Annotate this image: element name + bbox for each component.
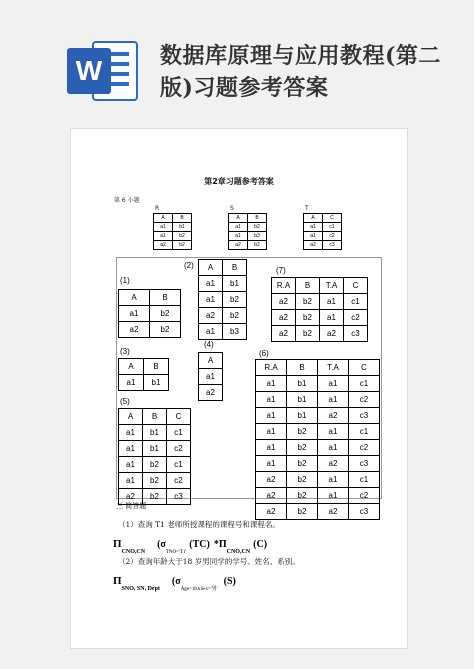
table-cell: a1 [304,223,323,232]
table-cell: c2 [167,441,191,457]
header-cell: B [150,290,181,306]
header-cell: A [304,214,323,223]
table-cell: b3 [248,232,267,241]
table-cell: a1 [199,369,223,385]
table-cell: a2 [119,489,143,505]
f2-pi: Π [113,575,122,587]
table-cell: a1 [154,223,173,232]
table-cell: b2 [143,457,167,473]
header-cell: A [154,214,173,223]
table-row [119,473,191,489]
result-6-table [255,359,380,520]
table-row [304,223,342,232]
table-cell: a2 [229,241,248,250]
table-cell: a1 [256,392,287,408]
table-row [199,324,247,340]
table-header-row [199,353,223,369]
table-cell: a1 [318,440,349,456]
table-row [119,375,169,391]
table-cell: b2 [287,488,318,504]
result-7-table [271,277,368,342]
result-6-label: (6) [259,349,269,358]
result-1-label: (1) [120,276,130,285]
table-cell: a2 [272,310,296,326]
table-header-row [119,409,191,425]
table-cell: b1 [173,223,192,232]
table-row [256,408,380,424]
table-cell: c2 [349,392,380,408]
result-4-label: (4) [204,340,214,349]
chapter-title: 第2章习题参考答案 [204,177,274,186]
table-header-row [229,214,267,223]
table-cell: a1 [304,232,323,241]
result-2-table [198,259,247,340]
table-cell: a2 [318,504,349,520]
table-cell: c3 [349,456,380,472]
table-header-row [256,360,380,376]
table-cell: a1 [318,472,349,488]
table-cell: c2 [349,440,380,456]
header-cell: A [119,359,144,375]
header-cell: C [323,214,342,223]
table-cell: b1 [144,375,169,391]
table-cell: b2 [150,322,181,338]
f1-cond: TNO='T1' [165,550,187,555]
f1-proj2: CNO,CN [226,549,251,555]
table-cell: b2 [173,232,192,241]
table-cell: b2 [287,456,318,472]
f2-cond: Age>18∧Sex='男' [180,587,218,592]
relation-s-name: S [230,205,234,212]
table-cell: b2 [150,306,181,322]
table-cell: c1 [344,294,368,310]
table-cell: c1 [323,223,342,232]
table-cell: a1 [256,456,287,472]
table-cell: c2 [167,473,191,489]
table-cell: a2 [119,322,150,338]
table-row [199,292,247,308]
table-row [256,472,380,488]
table-row [154,232,192,241]
table-cell: a2 [256,472,287,488]
table-row [272,294,368,310]
result-7-label: (7) [276,266,286,275]
table-cell: c3 [349,504,380,520]
table-row [199,369,223,385]
relation-r-table [153,213,192,250]
table-header-row [272,278,368,294]
document-page [70,128,408,649]
table-cell: b2 [296,326,320,342]
table-row [229,241,267,250]
table-cell: b2 [143,473,167,489]
table-cell: b2 [248,241,267,250]
header-cell: R.A [272,278,296,294]
table-cell: a2 [272,326,296,342]
table-row [304,232,342,241]
header-cell: B [296,278,320,294]
header-cell: A [199,353,223,369]
table-cell: a2 [272,294,296,310]
table-cell: a1 [256,440,287,456]
header-cell: T.A [320,278,344,294]
table-row [119,425,191,441]
table-cell: b2 [287,424,318,440]
table-cell: b1 [287,376,318,392]
header-cell: B [287,360,318,376]
table-header-row [304,214,342,223]
result-2-label: (2) [184,261,194,270]
table-cell: c3 [344,326,368,342]
header-cell: A [119,290,150,306]
table-row [272,326,368,342]
table-header-row [119,359,169,375]
header-cell: B [143,409,167,425]
table-cell: c3 [349,408,380,424]
table-row [272,310,368,326]
table-cell: a1 [320,310,344,326]
result-5-label: (5) [120,397,130,406]
table-cell: b2 [248,223,267,232]
table-cell: b2 [296,310,320,326]
table-cell: b2 [143,489,167,505]
question-1: （1）查询 T1 老师所授课程的课程号和课程名。 [118,520,280,529]
table-cell: a1 [229,223,248,232]
table-cell: b1 [143,441,167,457]
table-row [256,424,380,440]
f1-sigma: (σ [157,539,166,550]
f1-rel1: (TC) [189,539,210,550]
table-cell: c2 [323,232,342,241]
table-row [256,376,380,392]
table-cell: a1 [318,392,349,408]
relation-s-table [228,213,267,250]
table-cell: a1 [229,232,248,241]
header-cell: A [119,409,143,425]
table-cell: c1 [167,457,191,473]
section-label: 三 简答题 [116,502,147,510]
table-cell: c1 [349,376,380,392]
table-cell: b1 [287,392,318,408]
table-cell: a2 [318,456,349,472]
table-cell: c3 [167,489,191,505]
table-cell: a1 [199,324,223,340]
header-cell: B [248,214,267,223]
table-cell: a1 [320,294,344,310]
table-row [256,504,380,520]
table-cell: a1 [318,376,349,392]
table-cell: c1 [167,425,191,441]
table-cell: b1 [143,425,167,441]
table-cell: c1 [349,424,380,440]
table-cell: a2 [154,241,173,250]
table-row [154,241,192,250]
table-cell: a1 [256,424,287,440]
table-cell: a1 [256,376,287,392]
table-cell: a2 [256,504,287,520]
header-cell: A [199,260,223,276]
table-cell: b2 [296,294,320,310]
table-cell: a1 [318,424,349,440]
table-cell: a1 [119,473,143,489]
table-cell: a1 [256,408,287,424]
header-cell: R.A [256,360,287,376]
table-row [304,241,342,250]
table-cell: a2 [304,241,323,250]
question-2: （2）查询年龄大于18 岁男同学的学号、姓名、系别。 [118,557,300,566]
table-cell: a2 [318,408,349,424]
table-cell: a2 [199,385,223,401]
table-cell: b2 [287,472,318,488]
table-cell: a2 [199,308,223,324]
table-row [256,456,380,472]
table-row [119,322,181,338]
table-cell: b2 [223,308,247,324]
table-header-row [154,214,192,223]
relation-t-table [303,213,342,250]
f1-join: *Π [213,539,227,550]
header-cell: C [344,278,368,294]
table-row [199,308,247,324]
table-cell: c2 [344,310,368,326]
table-row [256,488,380,504]
table-cell: b2 [223,292,247,308]
table-row [199,276,247,292]
table-row [119,457,191,473]
table-row [119,306,181,322]
result-5-table [118,408,191,505]
table-row [256,440,380,456]
table-cell: b1 [287,408,318,424]
table-cell: b2 [287,440,318,456]
table-cell: b2 [287,504,318,520]
result-3-table [118,358,169,391]
header-cell: T.A [318,360,349,376]
table-row [154,223,192,232]
table-cell: a1 [119,375,144,391]
table-cell: a1 [119,306,150,322]
result-1-table [118,289,181,338]
f2-proj: SNO, SN, Dept [121,586,160,592]
table-cell: b3 [223,324,247,340]
table-row [119,441,191,457]
table-cell: b2 [173,241,192,250]
table-cell: c2 [349,488,380,504]
table-header-row [119,290,181,306]
relation-r-name: R [155,205,160,212]
f1-rel2: (C) [253,539,268,550]
page-title: 数据库原理与应用教程(第二版)习题参考答案 [160,43,441,101]
table-cell: a2 [256,488,287,504]
f2-sigma: (σ [171,576,181,587]
result-4-table [198,352,223,401]
header-cell: A [229,214,248,223]
f1-pi: Π [113,538,122,550]
table-cell: a1 [119,441,143,457]
table-row [256,392,380,408]
table-cell: c1 [349,472,380,488]
table-cell: b1 [223,276,247,292]
word-logo-letter: W [75,55,103,86]
result-3-label: (3) [120,347,130,356]
table-cell: a1 [199,276,223,292]
table-cell: a1 [318,488,349,504]
table-cell: a1 [119,457,143,473]
table-row [199,385,223,401]
table-cell: a2 [320,326,344,342]
table-row [229,223,267,232]
formula-1 [113,534,268,555]
table-cell: a1 [119,425,143,441]
f1-proj: CNO,CN [121,549,146,555]
relation-t-name: T [305,205,309,212]
word-logo-icon [65,38,141,104]
exercise-label: 第 6 小题 [114,197,140,204]
f2-rel: (S) [223,576,236,587]
header-cell: C [167,409,191,425]
table-header-row [199,260,247,276]
header-cell: B [173,214,192,223]
table-row [229,232,267,241]
table-cell: a1 [154,232,173,241]
header-cell: B [144,359,169,375]
header-cell: B [223,260,247,276]
table-cell: c3 [323,241,342,250]
table-cell: a1 [199,292,223,308]
header-cell: C [349,360,380,376]
